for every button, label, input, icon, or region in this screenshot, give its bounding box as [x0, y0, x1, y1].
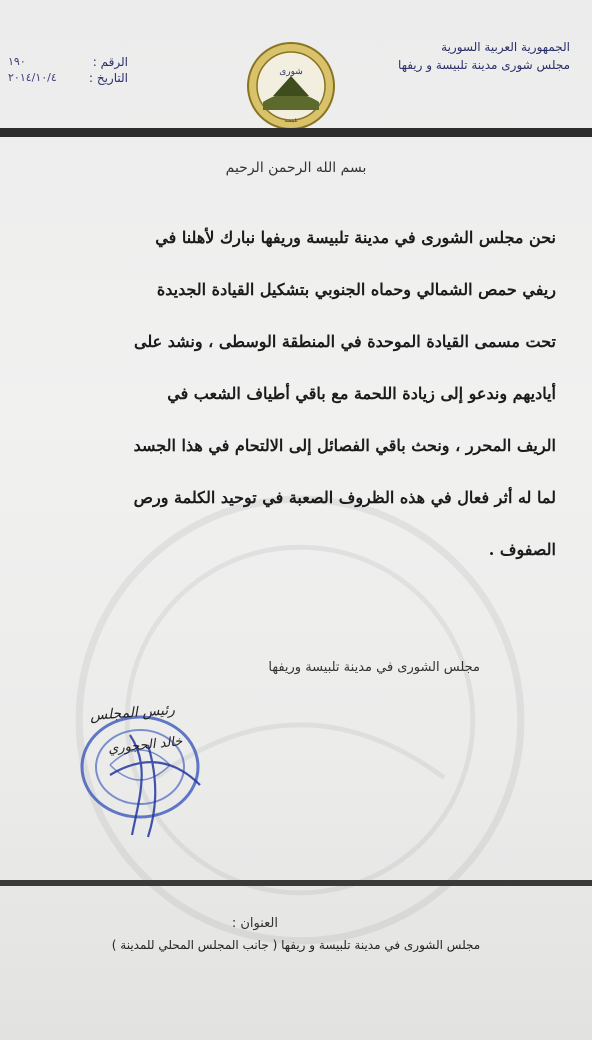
signature-organization: مجلس الشورى في مدينة تلبيسة وريفها	[268, 660, 480, 675]
country-name: الجمهورية العربية السورية	[441, 40, 570, 54]
council-emblem	[245, 40, 337, 132]
body-line: نحن مجلس الشورى في مدينة تلبيسة وريفها نبارك لأهلنا في	[155, 228, 556, 247]
reference-block	[8, 54, 128, 86]
letter-body	[36, 212, 556, 576]
svg-text:شورى: شورى	[279, 67, 303, 77]
footer-divider	[0, 880, 592, 886]
body-line: أياديهم وندعو إلى زيادة اللحمة مع باقي أطياف الشعب في	[167, 384, 556, 403]
basmala: بسم الله الرحمن الرحيم	[225, 160, 367, 176]
body-line: ريفي حمص الشمالي وحماه الجنوبي بتشكيل القيادة الجديدة	[156, 280, 556, 299]
svg-text:تلبيسة: تلبيسة	[284, 118, 298, 124]
address-label: العنوان :	[231, 916, 278, 931]
ref-value: ١٩٠	[8, 55, 26, 68]
body-line: تحت مسمى القيادة الموحدة في المنطقة الوسطى ، ونشد على	[133, 332, 556, 351]
signatory-title: رئيس المجلس	[89, 702, 176, 724]
body-line: لما له أثر فعال في هذه الظروف الصعبة في توحيد الكلمة ورص	[133, 488, 556, 507]
header-divider	[0, 128, 592, 137]
date-label: التاريخ :	[88, 71, 128, 85]
date-value: ٢٠١٤/١٠/٤	[8, 71, 57, 84]
address-text: مجلس الشورى في مدينة تلبيسة و ريفها ( جانب المجلس المحلي للمدينة )	[111, 938, 481, 952]
council-name: مجلس شورى مدينة تلبيسة و ريفها	[398, 58, 570, 72]
body-line: الصفوف .	[488, 540, 556, 559]
letterhead-authority	[340, 38, 570, 74]
ref-label: الرقم :	[92, 55, 128, 69]
signatory-name: خالد الحجوري	[107, 734, 184, 757]
official-stamp	[70, 705, 230, 845]
body-line: الريف المحرر ، ونحث باقي الفصائل إلى الالتحام في هذا الجسد	[133, 436, 556, 455]
